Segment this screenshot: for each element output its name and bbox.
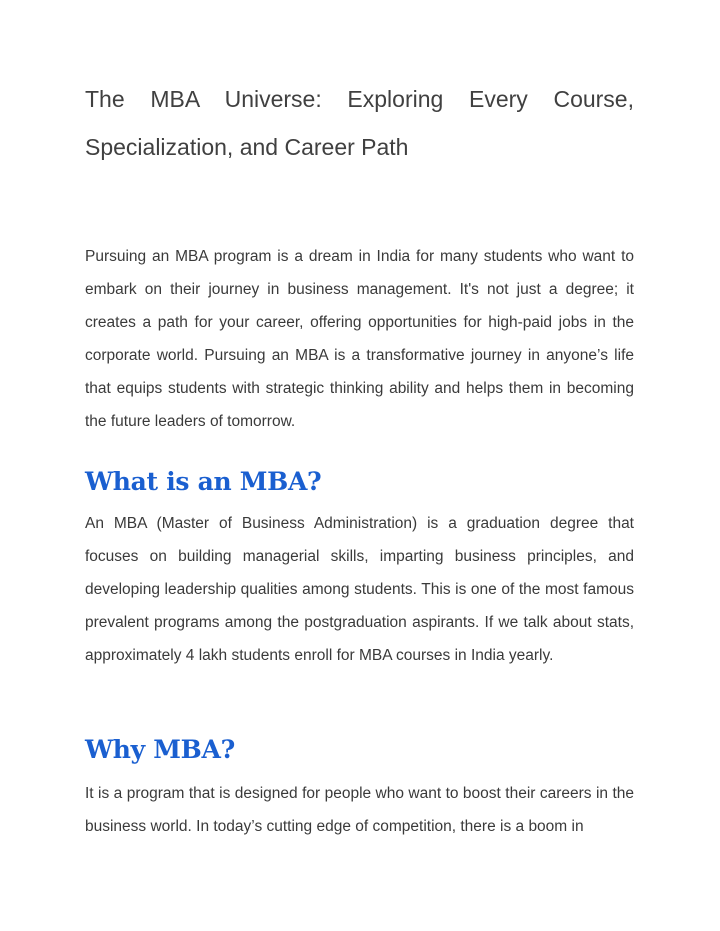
intro-paragraph: Pursuing an MBA program is a dream in India for many students who want to embark on their journey in business management. It's not just a degree; it creates a path for your career, offering opportunities for high-paid jobs in the corporate world. Pursuing an MBA is a transformative journey in anyone’s life that equips students with strategic thinking ability and helps them in becoming the future leaders of tomorrow.: [85, 248, 634, 430]
section-body-what-is-mba: An MBA (Master of Business Administration) is a graduation degree that focuses on building managerial skills, imparting business principles, and developing leadership qualities among students. This is one of the most famous prevalent programs among the postgraduation aspirants. If we talk about stats, approximately 4 lakh students enroll for MBA courses in India yearly.: [85, 515, 634, 664]
section-body-why-mba: It is a program that is designed for people who want to boost their careers in the business world. In today’s cutting edge of competition, there is a boom in: [85, 785, 634, 835]
document-title: The MBA Universe: Exploring Every Course, Specialization, and Career Path: [85, 86, 634, 160]
section-heading-why-mba: Why MBA?: [85, 735, 235, 764]
section-heading-what-is-mba: What is an MBA?: [85, 467, 322, 496]
